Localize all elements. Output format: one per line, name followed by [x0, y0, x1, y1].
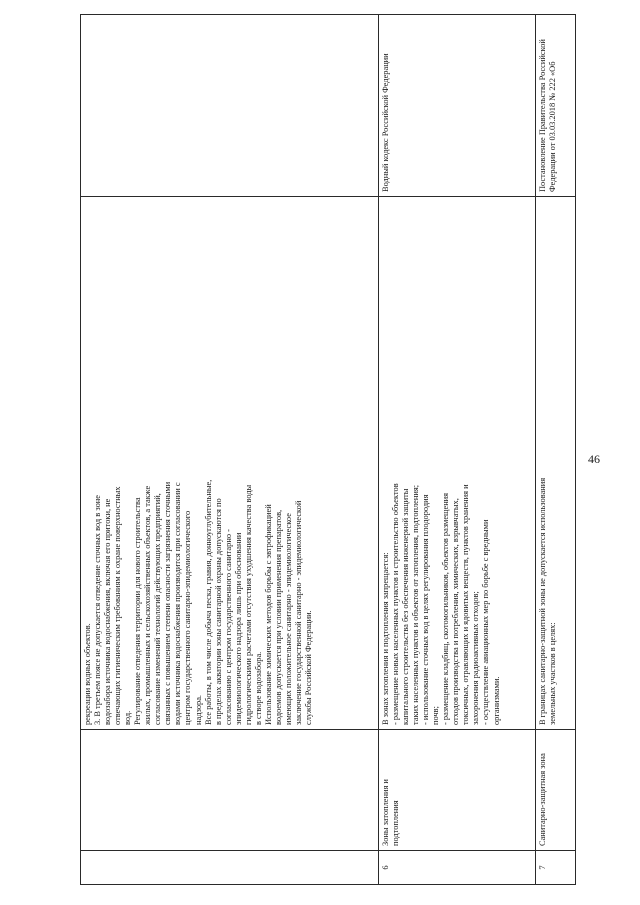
requirement-line: организмами.	[491, 676, 501, 725]
legal-basis-cell	[81, 15, 379, 197]
requirement-line: капитального строительства без обеспечения инженерной защиты	[401, 488, 411, 725]
requirement-line: токсичных, отравляющих и ядовитых веществ, пунктов хранения и	[461, 484, 471, 725]
requirement-line: надзора.	[193, 694, 203, 725]
requirement-line: - размещение кладбищ, скотомогильников, объектов размещения	[441, 492, 451, 725]
requirement-line: рекреации водных объектов.	[83, 623, 92, 725]
requirement-line: - осуществление авиационных мер по борьбе с вредными	[481, 519, 491, 725]
rotated-sheet	[80, 15, 575, 885]
requirement-line: Использование химических методов борьбы с эвтрофикацией	[263, 504, 273, 725]
table-row	[81, 15, 379, 885]
requirement-line: - использование сточных вод в целях регулирования плодородия	[421, 494, 431, 725]
legal-basis-cell: Водный кодекс Российской Федерации	[379, 15, 536, 197]
requirement-line: - размещение новых населенных пунктов и строительство объектов	[391, 483, 401, 725]
row-number-cell: 6	[379, 851, 536, 885]
zone-name-cell	[81, 730, 379, 851]
requirement-line: связанных с повышением степени опасности загрязнения сточными	[163, 481, 173, 725]
requirements-cell	[81, 197, 379, 730]
requirement-line: жилых, промышленных и сельскохозяйственных объектов, а также	[143, 485, 153, 725]
requirement-line: земельных участков в целях:	[548, 622, 558, 725]
requirement-line: 3. В третьем поясе не допускается отведение сточных вод в зоне	[93, 495, 103, 725]
requirement-line: гидрологическими расчетами отсутствия ухудшения качества воды	[243, 484, 253, 725]
requirement-line: в пределах акватории зоны санитарной охраны допускаются по	[213, 498, 223, 725]
row-number-cell	[81, 851, 379, 885]
requirement-line: вод.	[123, 710, 133, 725]
zone-name-cell: Санитарно-защитная зона	[536, 730, 576, 851]
requirement-line: водоемов допускается при условии применения препаратов,	[273, 509, 283, 725]
requirement-line: В границах санитарно-защитной зоны не допускается использования	[538, 477, 547, 725]
requirement-line: эпидемиологического надзора лишь при обосновании	[233, 532, 243, 725]
requirement-line: Регулирование отведения территории для нового строительства	[133, 497, 143, 725]
requirement-line: центром государственного санитарно-эпидемиологического	[183, 510, 193, 725]
table-row	[379, 15, 536, 885]
zone-name-cell: Зоны затопления и подтопления	[379, 730, 536, 851]
row-number-cell: 7	[536, 851, 576, 885]
requirement-line: согласованию с центром государственного санитарно -	[223, 529, 233, 725]
requirement-line: водами источника водоснабжения производится при согласовании с	[173, 482, 183, 725]
requirements-cell	[379, 197, 536, 730]
legal-basis-cell: Постановление Правительства Российской Федерации от 03.03.2018 № 222 «Об	[536, 15, 576, 197]
table-row	[536, 15, 576, 885]
requirement-line: почв;	[431, 706, 441, 725]
requirement-line: в створе водозабора.	[253, 651, 263, 725]
requirement-line: заключение государственной санитарно - эпидемиологической	[293, 500, 303, 725]
requirement-line: Все работы, в том числе добыча песка, гравия, донноуглубительные,	[203, 479, 213, 725]
restrictions-table	[80, 14, 576, 885]
requirement-line: службы Российской Федерации.	[304, 610, 314, 725]
requirement-line: захоронения радиоактивных отходов;	[471, 591, 481, 725]
requirement-line: таких населенных пунктов и объектов от затопления, подтопления;	[411, 484, 421, 725]
requirement-line: В зонах затопления и подтопления запрещается:	[381, 552, 390, 725]
rotated-content	[80, 15, 575, 885]
requirements-cell	[536, 197, 576, 730]
page-number: 46	[588, 452, 600, 466]
requirement-line: отходов производства и потребления, химических, взрывчатых,	[451, 498, 461, 725]
requirement-line: согласование изменений технологий действующих предприятий,	[153, 493, 163, 725]
requirement-line: отвечающих гигиеническим требованиям к охране поверхностных	[113, 486, 123, 725]
requirement-line: водозабора источника водоснабжения, включая его притоки, не	[103, 498, 113, 725]
requirement-line: имеющих положительное санитарно - эпидемиологическое	[283, 513, 293, 725]
